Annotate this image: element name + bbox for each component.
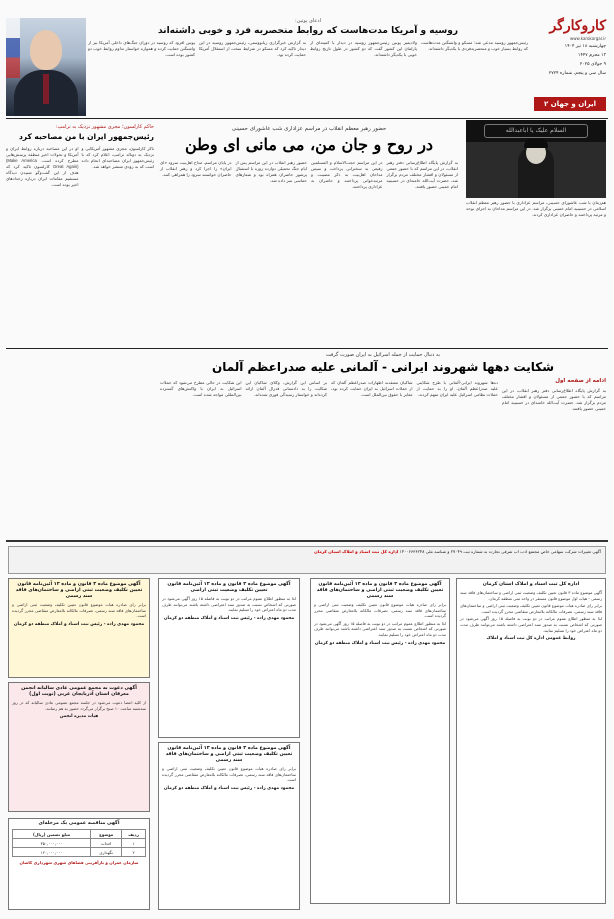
- leader-photo-caption: [466, 200, 606, 218]
- left-story-body: [6, 146, 154, 188]
- top-story-col: رئیس‌جمهور روسیه مدعی شد: مسکو و واشنگتن مدت‌هاست که روابط بسیار خوب و منحصربه‌فردی با یکدیگر داشته‌اند.: [421, 40, 528, 51]
- ad-signature: روابط عمومی اداره کل ثبت اسناد و املاک: [486, 636, 576, 642]
- tender-footer: سازمان عمران و بازآفرینی فضاهای شهری شهرداری کاشان: [19, 860, 139, 865]
- ad-banner-red: اداره کل ثبت اسناد و املاک استان کرمان: [314, 549, 399, 554]
- divider: [6, 118, 608, 119]
- table-cell: نگهداری: [91, 848, 122, 857]
- tender-ad: [8, 818, 150, 910]
- ad-title: آگهی موضوع ماده ۳ قانون و ماده ۱۳ آئین‌نامه قانون تعیین تکلیف وضعیت ثبتی اراضی و ساختمان‌های فاقد سند رسمی: [165, 746, 293, 763]
- table-cell: ۳۵۰,۰۰۰,۰۰۰: [13, 839, 91, 848]
- ad-body: از کلیه اعضا دعوت می‌شود در جلسه مجمع عمومی عادی سالیانه که در روز سه‌شنبه ساعت ۱۰ صبح برگزار می‌گردد حضور به هم رسانند.: [12, 700, 146, 711]
- date-gregorian: ۹ جولای ۲۰۲۵: [579, 62, 606, 67]
- ad-column: [310, 578, 450, 904]
- newspaper-logo: کاروکارگر: [549, 18, 606, 34]
- ad-signature: محمود مهدی زاده - رئیس ثبت اسناد و املاک منطقه دو کرمان: [163, 785, 295, 791]
- flag-graphic: [6, 18, 20, 78]
- section-tag: [534, 97, 606, 111]
- table-cell: ۱۲۰,۰۰۰,۰۰۰: [13, 848, 91, 857]
- tender-title: آگهی مناقصه عمومی یک مرحله‌ای: [38, 821, 120, 826]
- top-story-body: [88, 40, 528, 58]
- ad-body: برابر رای صادره هیات موضوع قانون تعیین تکلیف وضعیت ثبتی اراضی و ساختمان‌های فاقد سند رسمی، تصرفات مالکانه بلامعارض متقاضی محرز گردیده است.: [162, 766, 296, 783]
- ad-banner: [8, 546, 606, 574]
- date-persian: چهارشنبه ۱۸ تیر ۱۴۰۴: [564, 44, 606, 49]
- ad-title: آگهی موضوع ماده ۳ قانون و ماده ۱۳ آئین‌نامه قانون تعیین تکلیف وضعیت ثبتی اراضی و ساختمان‌های فاقد سند رسمی: [15, 582, 143, 599]
- ads-divider: [6, 540, 608, 542]
- date-hijri: ۱۳ محرم ۱۴۴۷: [578, 53, 606, 58]
- main-story-headline: در روح و جان من، می مانی ای وطن: [184, 135, 434, 154]
- ad-title: آگهی موضوع ماده ۳ قانون و ماده ۱۳ آئین‌نامه قانون تعیین تکلیف وضعیت ثبتی اراضی و ساختمان‌های فاقد سند رسمی: [316, 582, 444, 599]
- ad-body: برابر رای صادره هیات موضوع قانون تعیین تکلیف وضعیت ثبتی اراضی و ساختمان‌های فاقد سند رسمی، تصرفات مالکانه بلامعارض متقاضی محرز گردیده است.: [12, 602, 146, 619]
- continued-from-front: [502, 378, 606, 412]
- main-story-kicker: حضور رهبر معظم انقلاب در مراسم عزاداری شب عاشورای حسینی: [231, 126, 387, 132]
- left-story-text: کارلسون تاکید کرد که هدف از این گفت‌وگو شنیدن دیدگاه مستقیم مقامات ایران درباره رخدادهای اخیر بوده است.: [6, 164, 79, 187]
- ad-column: [456, 578, 606, 904]
- ad-title: آگهی موضوع ماده ۳ قانون و ماده ۱۳ آئین‌نامه قانون تعیین تکلیف وضعیت ثبتی اراضی: [167, 582, 291, 593]
- putin-photo: [6, 18, 86, 116]
- tie-shape: [43, 74, 49, 104]
- ad-signature: هیات مدیره انجمن: [59, 714, 99, 720]
- continued-text: به گزارش پایگاه اطلاع‌رسانی دفتر رهبر انقلاب، در این مراسم که با حضور جمعی از مسئولان و اقشار مختلف مردم برگزار شد، حضرت آیت‌الله خامنه‌ای در حسینیه امام خمینی حضور یافتند.: [502, 388, 606, 411]
- english-phrase: (Make America Great Again): [6, 158, 79, 169]
- issue-number: سال سی و پنجم، شماره ۲۷۲۴: [548, 71, 606, 76]
- left-story-text: او در این مصاحبه درباره روابط ایران و آمریکا و تحولات اخیر منطقه پرسش‌هایی مطرح کرده است.: [6, 146, 79, 163]
- second-story-kicker: به دنبال حمایت از حمله اسرائیل به ایران صورت گرفت: [325, 352, 441, 358]
- divider: [6, 348, 608, 349]
- ad-banner-text: آگهی تغییرات شرکت سهامی خاص مجتمع ادب اب ‌شرقی تجارت به شماره ثبت ۲۷۰۴۹ و شناسه ملی ۱۴۰۰۶۶۳۶۲۴۸: [399, 549, 601, 554]
- ad-body: لذا به منظور اطلاع عموم مراتب در دو نوبت به فاصله ۱۵ روز آگهی می‌شود در صورتی که اشخاص نسبت به صدور سند اعتراضی داشته باشند می‌توانند ظرف مدت دو ماه اعتراض خود را تسلیم نمایند.: [314, 620, 447, 637]
- second-story-col: شاکیان معتقدند اظهارات صدراعظم آلمان که از حملات اسرائیل به ایران حمایت کرده بود، مغایر با حقوق بین‌الملل است.: [331, 380, 413, 397]
- second-story-col: ده‌ها شهروند ایرانی-آلمانی با طرح شکایتی علیه صدراعظم آلمان، او را به حمایت از حملات نظامی اسرائیل علیه ایران متهم کردند.: [416, 380, 498, 397]
- top-story-headline: روسیه و آمریکا مدت‌هاست که روابط منحصربه فرد و خوبی داشته‌اند: [157, 26, 459, 36]
- ad-signature: محمود مهدی زاده - رئیس ثبت اسناد و املاک منطقه دو کرمان: [163, 615, 295, 621]
- table-row: [13, 839, 146, 848]
- left-story-headline: رئیس‌جمهور ایران با من مصاحبه کرد: [18, 132, 154, 141]
- main-story-col: به گزارش پایگاه اطلاع‌رسانی دفتر رهبر انقلاب، در این مراسم که با حضور جمعی از مسئولان و اقشار مختلف مردم برگزار شد، حضرت آیت‌الله خامنه‌ای در حسینیه امام خمینی حضور یافتند.: [386, 160, 458, 189]
- table-header-row: [13, 830, 146, 839]
- ad-title: آگهی دعوت به مجمع عمومی عادی سالیانه انجمن معرفان استان آذربایجان غربی (نوبت اول): [21, 686, 137, 697]
- second-story-body: [160, 380, 498, 398]
- section-label: ایران و جهان: [550, 100, 596, 108]
- left-story-col: تاکر کارلسون، مجری مشهور آمریکایی و نزدیک به دونالد ترامپ، اعلام کرد که با رئیس‌جمهور ایران مصاحبه‌ای انجام داده است که به زودی منتشر خواهد شد.: [81, 146, 154, 169]
- ad-column: [158, 578, 300, 738]
- tender-table: [12, 829, 146, 857]
- ad-column: [8, 578, 150, 678]
- table-cell: احداث: [91, 839, 122, 848]
- second-story-col: بر اساس این گزارش، وکلای شاکیان این شکایت را به دادستانی فدرال آلمان ارائه کرده‌اند و خواستار رسیدگی فوری شده‌اند.: [245, 380, 327, 397]
- ad-body: آگهی موضوع ماده ۳ قانون تعیین تکلیف وضعیت ثبتی اراضی و ساختمان‌های فاقد سند رسمی - هیات اول موضوع قانون مستقر در واحد ثبتی منطقه کرمان.: [460, 590, 602, 601]
- calligraphy-banner: السلام علیک یا اباعبدالله: [484, 124, 588, 138]
- left-story-kicker: حاکم کارلسون؛ مجری مشهور نزدیک به ترامپ:: [55, 124, 154, 130]
- turban-shape: [524, 138, 548, 148]
- ad-body: لذا به منظور اطلاع عموم مراتب در دو نوبت به فاصله ۱۵ روز آگهی می‌شود در صورتی که اشخاص نسبت به صدور سند اعتراضی داشته باشند می‌توانند ظرف مدت دو ماه اعتراض خود را تسلیم نمایند.: [460, 616, 603, 633]
- main-story-col: در پایان مراسم، مداح اهل‌بیت سرود «ای ایران» را اجرا کرد و رهبر انقلاب از حاضران خواستند سرود را همراهی کنند.: [160, 160, 232, 177]
- ad-body: لذا به منظور اطلاع عموم مراتب در دو نوبت به فاصله ۱۵ روز آگهی می‌شود در صورتی که اشخاص نسبت به صدور سند اعتراضی داشته باشند می‌توانند ظرف مدت دو ماه اعتراض خود را تسلیم نمایند.: [162, 596, 296, 613]
- second-story-col: این شکایت در حالی مطرح می‌شود که حملات اسرائیل به ایران با واکنش‌های گسترده بین‌المللی مواجه شده است.: [160, 380, 242, 397]
- ad-column: [158, 742, 300, 910]
- table-header: مبلغ تضمین (ریال): [13, 830, 91, 839]
- table-row: [13, 848, 146, 857]
- top-story: [88, 18, 528, 108]
- ad-body: برابر رای صادره هیات موضوع قانون تعیین تکلیف وضعیت ثبتی اراضی و ساختمان‌های فاقد سند رسمی، تصرفات مالکانه بلامعارض متقاضی محرز گردیده است.: [460, 603, 602, 614]
- second-story-headline: شکایت دهها شهروند ایرانی - آلمانی علیه صدراعظم آلمان: [211, 360, 555, 374]
- caption-text: هم‌زمان با شب عاشورای حسینی، مراسم عزاداری با حضور رهبر معظم انقلاب اسلامی در حسینیه امام خمینی برگزار شد. در این مراسم مداحان به اجرای نوحه و مرثیه پرداختند و حاضران عزاداری کردند.: [466, 200, 606, 217]
- table-header: موضوع: [91, 830, 122, 839]
- face-shape: [30, 30, 62, 70]
- main-story-col: در این مراسم حجت‌الاسلام و المسلمین رفیعی به سخنرانی پرداخت و سپس مداحان اهل‌بیت به ذکر مصیبت و مرثیه‌خوانی پرداختند و حاضران به عزاداری پرداختند.: [311, 160, 383, 189]
- ad-signature: محمود مهدی زاده - رئیس ثبت اسناد و املاک منطقه دو کرمان: [314, 640, 446, 646]
- leader-photo: [466, 120, 606, 198]
- ad-signature: محمود مهدی زاده - رئیس ثبت اسناد و املاک منطقه دو کرمان: [13, 621, 145, 627]
- pink-ad: [8, 682, 150, 812]
- left-story-col: [6, 146, 79, 188]
- top-story-kicker: ادعای پوتین:: [295, 18, 321, 24]
- continued-title: ادامه از صفحه اول: [555, 378, 606, 384]
- table-cell: ۲: [122, 848, 146, 857]
- top-story-col: پوتین افزود که روسیه در دوران جنگ‌های داخلی آمریکا نیز از واشنگتن حمایت کرده و همواره خواستار تداوم روابط خوب دو کشور بوده است.: [88, 40, 195, 57]
- table-header: ردیف: [122, 830, 146, 839]
- top-story-col: ولادیمیر پوتین رئیس‌جمهور روسیه در دیدار با کمیته‌ای از پارلمان این کشور گفت که دو کشور در طول تاریخ روابط خوبی با یکدیگر داشته‌اند.: [310, 40, 417, 57]
- table-cell: ۱: [122, 839, 146, 848]
- ad-body: برابر رای صادره هیات موضوع قانون تعیین تکلیف وضعیت ثبتی اراضی و ساختمان‌های فاقد سند رسمی، تصرفات مالکانه بلامعارض متقاضی محرز گردیده است.: [314, 602, 446, 619]
- ad-title: اداره کل ثبت اسناد و املاک استان کرمان: [482, 582, 580, 587]
- page-number: ۲: [544, 100, 549, 108]
- main-story-body: [160, 160, 458, 190]
- top-story-col: به گزارش خبرگزاری ریانووستی، رئیس‌جمهور روسیه در این دیدار تاکید کرد که مسکو در شرایط سخت از استقلال آمریکا حمایت کرده بود.: [199, 40, 306, 57]
- main-story-col: حضور رهبر انقلاب در این مراسم پس از ایام جنگ تحمیلی دوازده روزه با استقبال پرشور حاضران همراه بود و شعارهای حماسی سر داده شد.: [235, 160, 307, 183]
- site-url: www.karokargar.ir: [570, 36, 606, 41]
